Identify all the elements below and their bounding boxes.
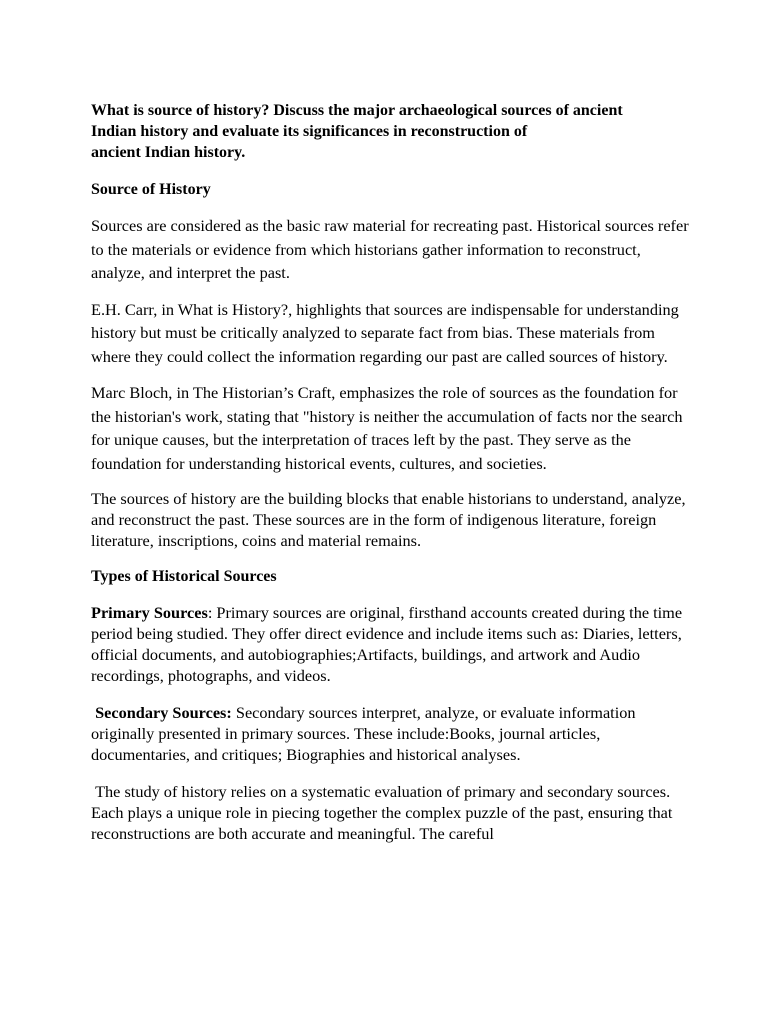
secondary-sources-text: Secondary sources interpret, analyze, or evaluate information originally presented in primary sources. These include:Books, journal articles, documentaries, and critiques; Biographies and historical analyses.: [91, 703, 636, 764]
question-line-3: ancient Indian history.: [91, 144, 246, 161]
primary-sources-text: : Primary sources are original, firsthand accounts created during the time period being studied. They offer direct evidence and include items such as: Diaries, letters, official documents, and autobiographies;Artifacts, buildings, and artwork and Audio recordings, photographs, and videos.: [91, 603, 683, 685]
question-line-2: Indian history and evaluate its significances in reconstruction of: [91, 123, 528, 140]
section-title-source-of-history: Source of History: [91, 181, 211, 198]
paragraph-secondary-sources: [91, 702, 691, 765]
document-page: [91, 100, 691, 844]
paragraph-marc-bloch: Marc Bloch, in The Historian’s Craft, emphasizes the role of sources as the foundation for the historian's work, stating that "history is neither the accumulation of facts nor the search for unique causes, but the interpretation of traces left by the past. They serve as the foundation for understanding historical events, cultures, and societies.: [91, 383, 683, 473]
question-line-1: What is source of history? Discuss the major archaeological sources of ancient: [91, 102, 623, 119]
primary-sources-label: Primary Sources: [91, 603, 208, 622]
paragraph-primary-sources: [91, 602, 691, 686]
question-heading: [91, 100, 691, 163]
paragraph-eh-carr: E.H. Carr, in What is History?, highlights that sources are indispensable for understanding history but must be critically analyzed to separate fact from bias. These materials from where they could collect the information regarding our past are called sources of history.: [91, 299, 679, 366]
secondary-sources-label: Secondary Sources:: [91, 703, 232, 722]
paragraph-building-blocks: The sources of history are the building blocks that enable historians to understand, analyze, and reconstruct the past. These sources are in the form of indigenous literature, foreign literature, inscriptions, coins and material remains.: [91, 489, 686, 550]
paragraph-raw-material: Sources are considered as the basic raw material for recreating past. Historical sources refer to the materials or evidence from which historians gather information to reconstruct, analyze, and interpret the past.: [91, 216, 689, 282]
paragraph-study-of-history: The study of history relies on a systematic evaluation of primary and secondary sources. Each plays a unique role in piecing together the complex puzzle of the past, ensuring that reconstructions are both accurate and meaningful. The careful: [91, 782, 677, 843]
section-title-types-of-sources: Types of Historical Sources: [91, 568, 277, 585]
